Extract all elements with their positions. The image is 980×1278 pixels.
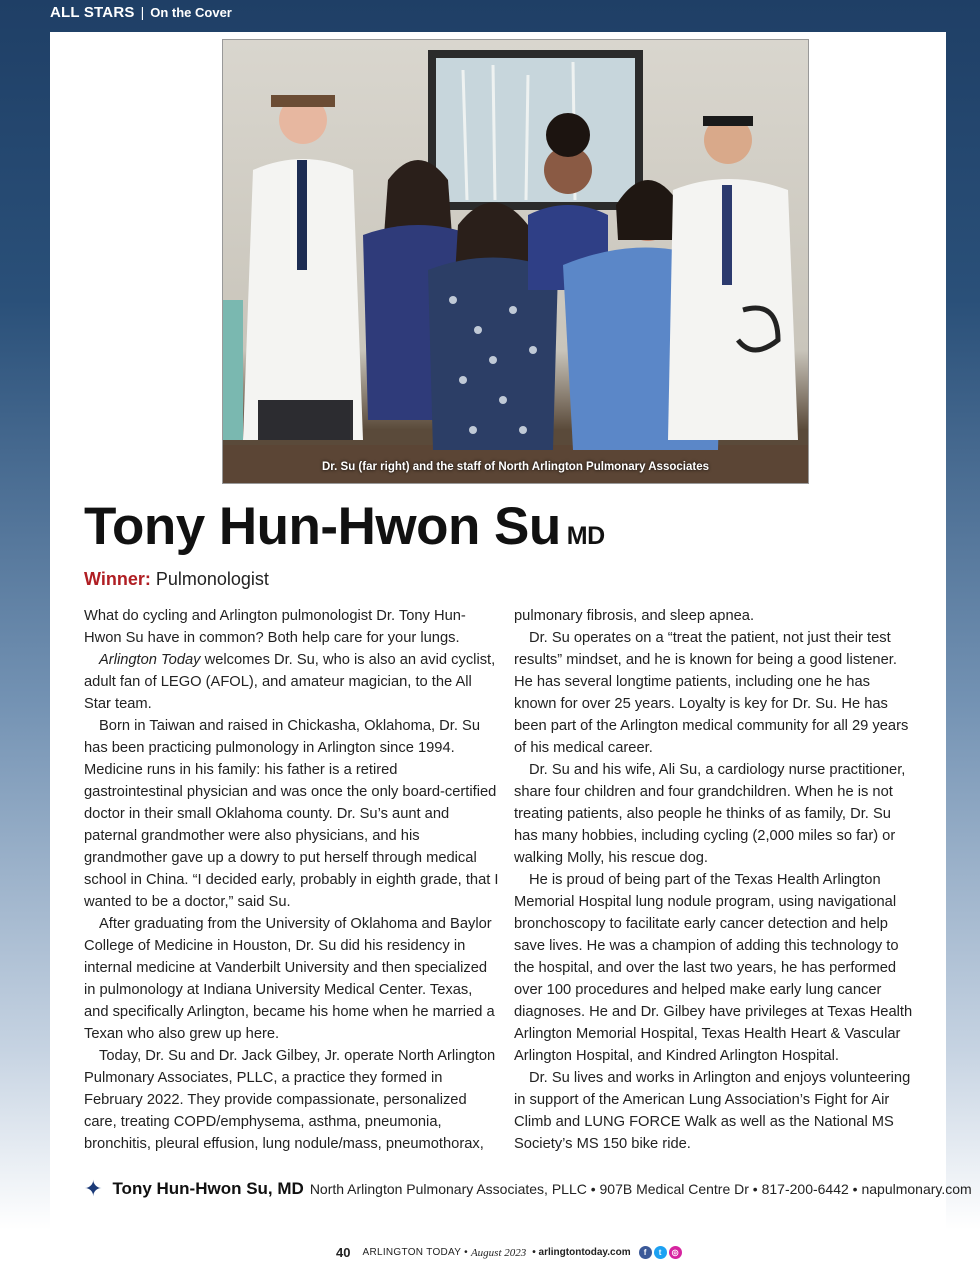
paragraph [84,649,499,715]
award-label: Winner: [84,569,151,589]
award-category: Pulmonologist [155,569,269,589]
staff-photo-illustration [223,40,808,483]
instagram-icon[interactable]: ◎ [669,1246,682,1259]
social-icons [637,1246,682,1259]
paragraph: Born in Taiwan and raised in Chickasha, Oklahoma, Dr. Su has been practicing pulmonology in Arlington since 1994. Medicine runs in his family: his father is a retired gastrointestinal physician and was once the only board-certified doctor in their small Oklahoma county. Dr. Su’s aunt and paternal grandmother were also physicians, and his grandmother gave up a dowry to put herself through medical school in China. “I decided early, probably in eighth grade, that I wanted to be a doctor,” said Su. [84,718,499,910]
section-header [50,0,232,24]
article-column-left [84,605,499,1155]
website: • arlingtontoday.com [532,1247,631,1258]
credential: MD [566,522,605,550]
doctor-name: Tony Hun-Hwon Su [84,497,561,556]
photo-caption: Dr. Su (far right) and the staff of North Arlington Pulmonary Associates [322,461,709,473]
issue-date: August 2023 [470,1246,527,1259]
paragraph: Dr. Su operates on a “treat the patient, not just their test results” mindset, and he is known for being a good listener. He has several longtime patients, including one he has known for over 25 years. Loyalty is key for Dr. Su. He has been part of the Arlington medical community for all 29 years of his medical career. [514,630,909,756]
paragraph: After graduating from the University of Oklahoma and Baylor College of Medicine in Houston, Dr. Su did his residency in internal medicine at Vanderbilt University and then specialized in pulmonology at Indiana University Medical Center. Texas, and specifically Arlington, became his home when he married a Texan who also grew up here. [84,916,495,1042]
contact-line [84,1178,972,1200]
facebook-icon[interactable]: f [639,1246,652,1259]
publication-name: Arlington Today [99,652,201,668]
header-divider: | [140,4,145,20]
section-label: ALL STARS [50,3,135,21]
paragraph: Dr. Su lives and works in Arlington and enjoys volunteering in support of the American Lung Association’s Fight for Air Climb and LUNG FORCE Walk as well as the National MS Society’s MS 150 bike ride. [514,1070,911,1152]
award-line [84,569,269,590]
paragraph-text: welcomes Dr. Su, who is also an avid cyclist, adult fan of LEGO (AFOL), and amateur magician, to the All Star team. [84,652,496,712]
contact-info: North Arlington Pulmonary Associates, PLLC • 907B Medical Centre Dr • 817-200-6442 • napulmonary.com [309,1181,972,1197]
twitter-icon[interactable]: t [654,1246,667,1259]
paragraph: Today, Dr. Su and Dr. Jack Gilbey, Jr. operate North Arlington Pulmonary Associates, PLLC, a practice they formed in February 2022. They provide compassionate, personalized care, treating COPD/emphysema, asthma, pneumonia, bronchitis, pleural effusion, lung nodule/mass, pneumothorax, [84,1048,496,1152]
magazine-name: ARLINGTON TODAY • [362,1247,468,1258]
paragraph: He is proud of being part of the Texas Health Arlington Memorial Hospital lung nodule program, using navigational bronchoscopy to facilitate early cancer detection and help save lives. He was a champion of adding this technology to the hospital, and over the last two years, he has performed over 100 procedures and helped make early lung cancer diagnoses. He and Dr. Gilbey have privileges at Texas Health Arlington Memorial Hospital, Texas Health Heart & Vascular Arlington Hospital, and Kindred Arlington Hospital. [514,872,913,1064]
paragraph: What do cycling and Arlington pulmonologist Dr. Tony Hun-Hwon Su have in common? Both help care for your lungs. [84,608,466,646]
subsection-label: On the Cover [150,4,232,20]
contact-name: Tony Hun-Hwon Su, MD [112,1179,304,1198]
star-icon: ✦ [84,1176,103,1201]
article-column-right [514,605,916,1155]
page-footer [336,1245,682,1260]
paragraph: Dr. Su and his wife, Ali Su, a cardiology nurse practitioner, share four children and four grandchildren. When he is not treating patients, also people he thinks of as family, Dr. Su has many hobbies, including cycling (2,000 miles so far) or walking Molly, his rescue dog. [514,762,906,866]
paragraph: pulmonary fibrosis, and sleep apnea. [514,608,755,624]
headline [84,496,605,557]
staff-photo [222,39,809,484]
page-number: 40 [336,1245,351,1260]
